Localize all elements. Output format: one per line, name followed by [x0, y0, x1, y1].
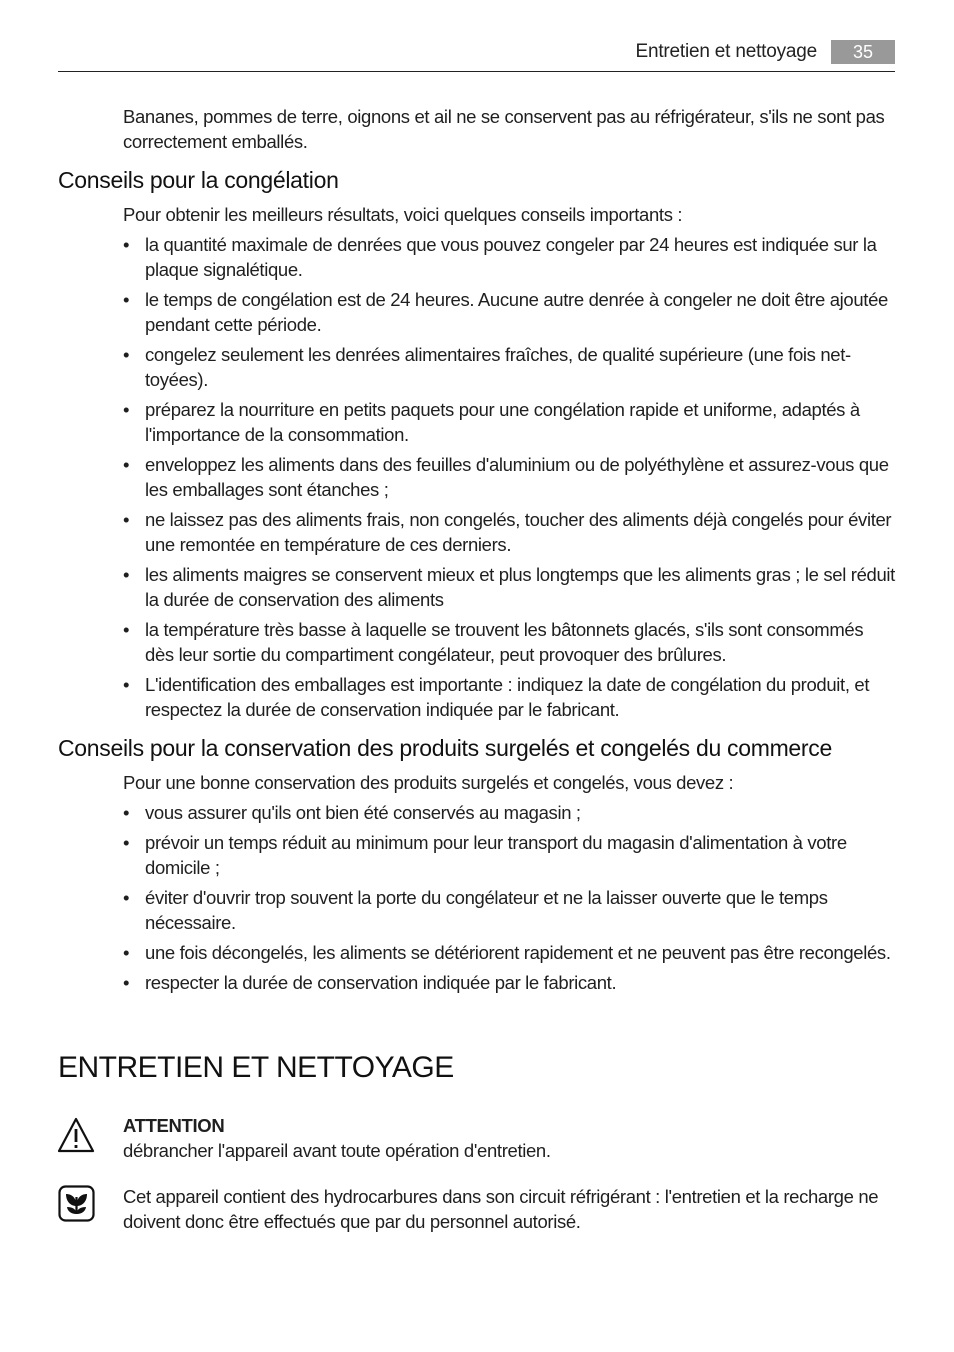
intro-paragraph: Bananes, pommes de terre, oignons et ail ne se conservent pas au réfrigérateur, s'ils ne sont pas correctement emballés.	[123, 106, 885, 152]
list-item: • vous assurer qu'ils ont bien été conservés au magasin ;	[123, 800, 895, 825]
warning-icon	[57, 1117, 95, 1153]
environment-icon	[58, 1185, 95, 1222]
list-item: • enveloppez les aliments dans des feuilles d'aluminium ou de polyéthylène et assurez-vous que les emballages sont étanches ;	[123, 452, 895, 502]
list-item: • préparez la nourriture en petits paquets pour une congélation rapide et uniforme, adaptés à l'importance de la consommation.	[123, 397, 895, 447]
warning-block	[123, 1113, 895, 1163]
list-item: • une fois décongelés, les aliments se détériorent rapidement et ne peuvent pas être recongelés.	[123, 940, 895, 965]
maintenance-heading: ENTRETIEN ET NETTOYAGE	[58, 1051, 454, 1084]
page-header	[58, 38, 895, 72]
storage-intro: Pour une bonne conservation des produits surgelés et congelés, vous devez :	[123, 772, 734, 793]
list-item: • le temps de congélation est de 24 heures. Aucune autre denrée à congeler ne doit être ajoutée pendant cette période.	[123, 287, 895, 337]
warning-title: ATTENTION	[123, 1115, 225, 1136]
list-item: • L'identification des emballages est importante : indiquez la date de congélation du produit, et respectez la durée de conservation indiquée par le fabricant.	[123, 672, 895, 722]
list-item: • la quantité maximale de denrées que vous pouvez congeler par 24 heures est indiquée sur la plaque signalétique.	[123, 232, 895, 282]
list-item: • la température très basse à laquelle se trouvent les bâtonnets glacés, s'ils sont consommés dès leur sortie du compartiment congélateur, peut provoquer des brûlures.	[123, 617, 895, 667]
header-title: Entretien et nettoyage	[635, 41, 817, 62]
list-item: • congelez seulement les denrées alimentaires fraîches, de qualité supérieure (une fois nettoyées).	[123, 342, 895, 392]
warning-text: débrancher l'appareil avant toute opération d'entretien.	[123, 1140, 551, 1161]
list-item: • prévoir un temps réduit au minimum pour leur transport du magasin d'alimentation à votre domicile ;	[123, 830, 895, 880]
freezing-list	[123, 232, 895, 727]
freezing-heading: Conseils pour la congélation	[58, 167, 339, 193]
list-item: • les aliments maigres se conservent mieux et plus longtemps que les aliments gras ; le sel réduit la durée de conservation des aliments	[123, 562, 895, 612]
list-item: • ne laissez pas des aliments frais, non congelés, toucher des aliments déjà congelés pour éviter une remontée en température de ces derniers.	[123, 507, 895, 557]
storage-heading: Conseils pour la conservation des produits surgelés et congelés du commerce	[58, 735, 832, 761]
eco-text: Cet appareil contient des hydrocarbures dans son circuit réfrigérant : l'entretien et la recharge ne doivent donc être effectués que par du personnel autorisé.	[123, 1186, 879, 1232]
list-item: • éviter d'ouvrir trop souvent la porte du congélateur et ne la laisser ouverte que le temps nécessaire.	[123, 885, 895, 935]
storage-list	[123, 800, 895, 1000]
list-item: • respecter la durée de conservation indiquée par le fabricant.	[123, 970, 895, 995]
freezing-intro: Pour obtenir les meilleurs résultats, voici quelques conseils importants :	[123, 204, 683, 225]
page-number: 35	[831, 40, 895, 64]
